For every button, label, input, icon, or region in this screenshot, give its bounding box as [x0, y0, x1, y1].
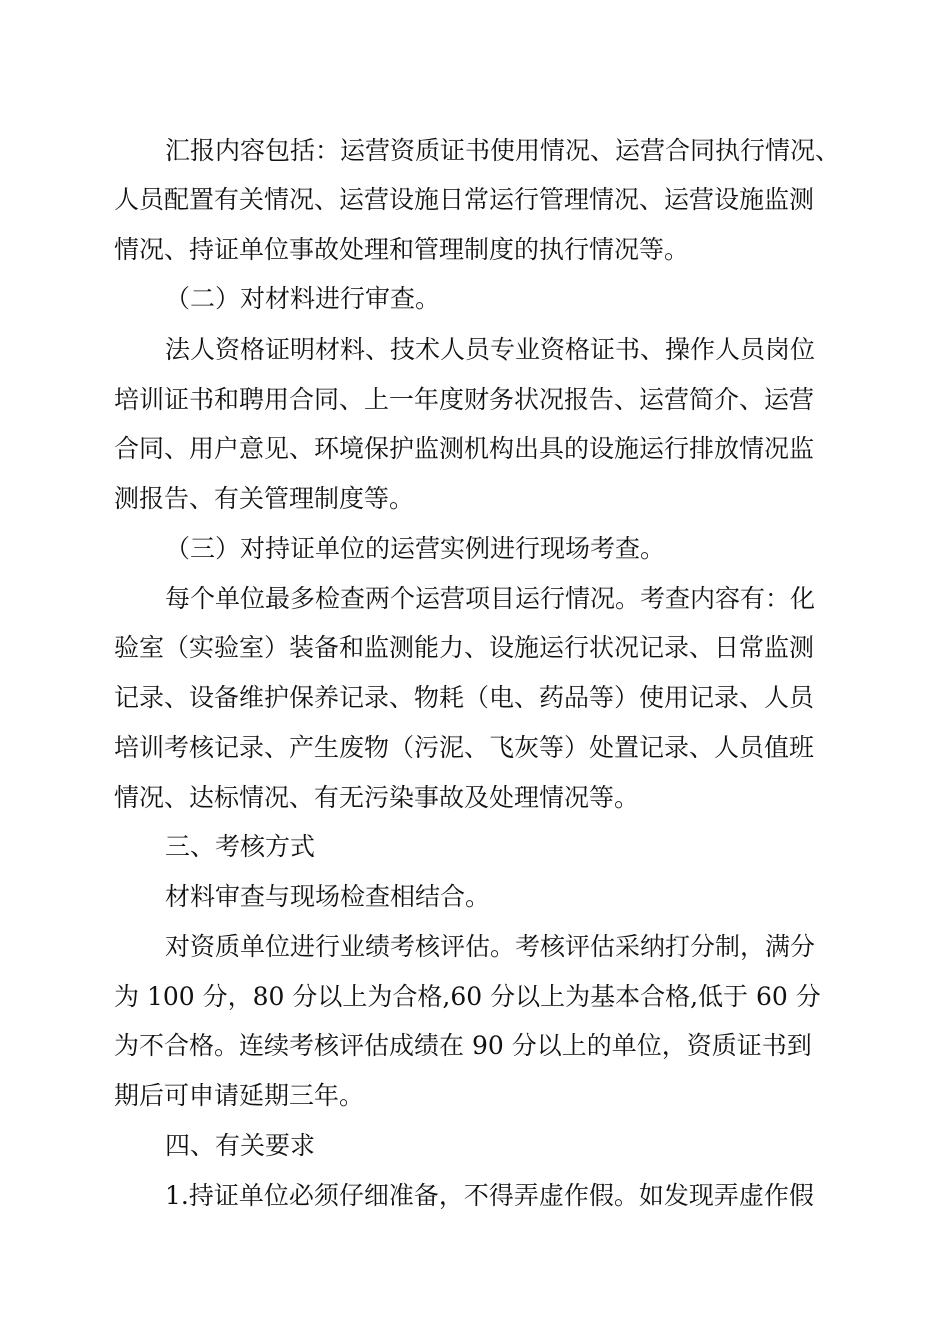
text-line: 法人资格证明材料、技术人员专业资格证书、操作人员岗位: [165, 335, 816, 364]
text-line: 为 100 分，80 分以上为合格,60 分以上为基本合格,低于 60 分: [114, 982, 821, 1011]
text-line: 对资质单位进行业绩考核评估。考核评估采纳打分制，满分: [165, 932, 816, 961]
text-line: （二）对材料进行审查。: [165, 284, 441, 313]
text-line: 1.持证单位必须仔细准备，不得弄虚作假。如发现弄虚作假: [165, 1181, 814, 1210]
text-line: 每个单位最多检查两个运营项目运行情况。考查内容有：化: [165, 584, 816, 613]
text-line: 人员配置有关情况、运营设施日常运行管理情况、运营设施监测: [114, 185, 815, 214]
text-line: 测报告、有关管理制度等。: [114, 484, 415, 513]
section-heading: 三、考核方式: [165, 832, 316, 861]
text-line: 情况、持证单位事故处理和管理制度的执行情况等。: [114, 235, 690, 264]
text-line: 情况、达标情况、有无污染事故及处理情况等。: [114, 783, 640, 812]
section-heading: 四、有关要求: [165, 1131, 316, 1160]
text-line: （三）对持证单位的运营实例进行现场考查。: [165, 534, 666, 563]
text-line: 汇报内容包括：运营资质证书使用情况、运营合同执行情况、: [165, 136, 841, 165]
text-line: 期后可申请延期三年。: [114, 1081, 365, 1110]
text-line: 培训证书和聘用合同、上一年度财务状况报告、运营简介、运营: [114, 385, 815, 414]
text-line: 合同、用户意见、环境保护监测机构出具的设施运行排放情况监: [114, 434, 815, 463]
text-line: 验室（实验室）装备和监测能力、设施运行状况记录、日常监测: [114, 633, 815, 662]
text-line: 培训考核记录、产生废物（污泥、飞灰等）处置记录、人员值班: [114, 733, 815, 762]
text-line: 材料审查与现场检查相结合。: [165, 882, 491, 911]
text-line: 记录、设备维护保养记录、物耗（电、药品等）使用记录、人员: [114, 683, 815, 712]
text-line: 为不合格。连续考核评估成绩在 90 分以上的单位，资质证书到: [114, 1031, 812, 1060]
